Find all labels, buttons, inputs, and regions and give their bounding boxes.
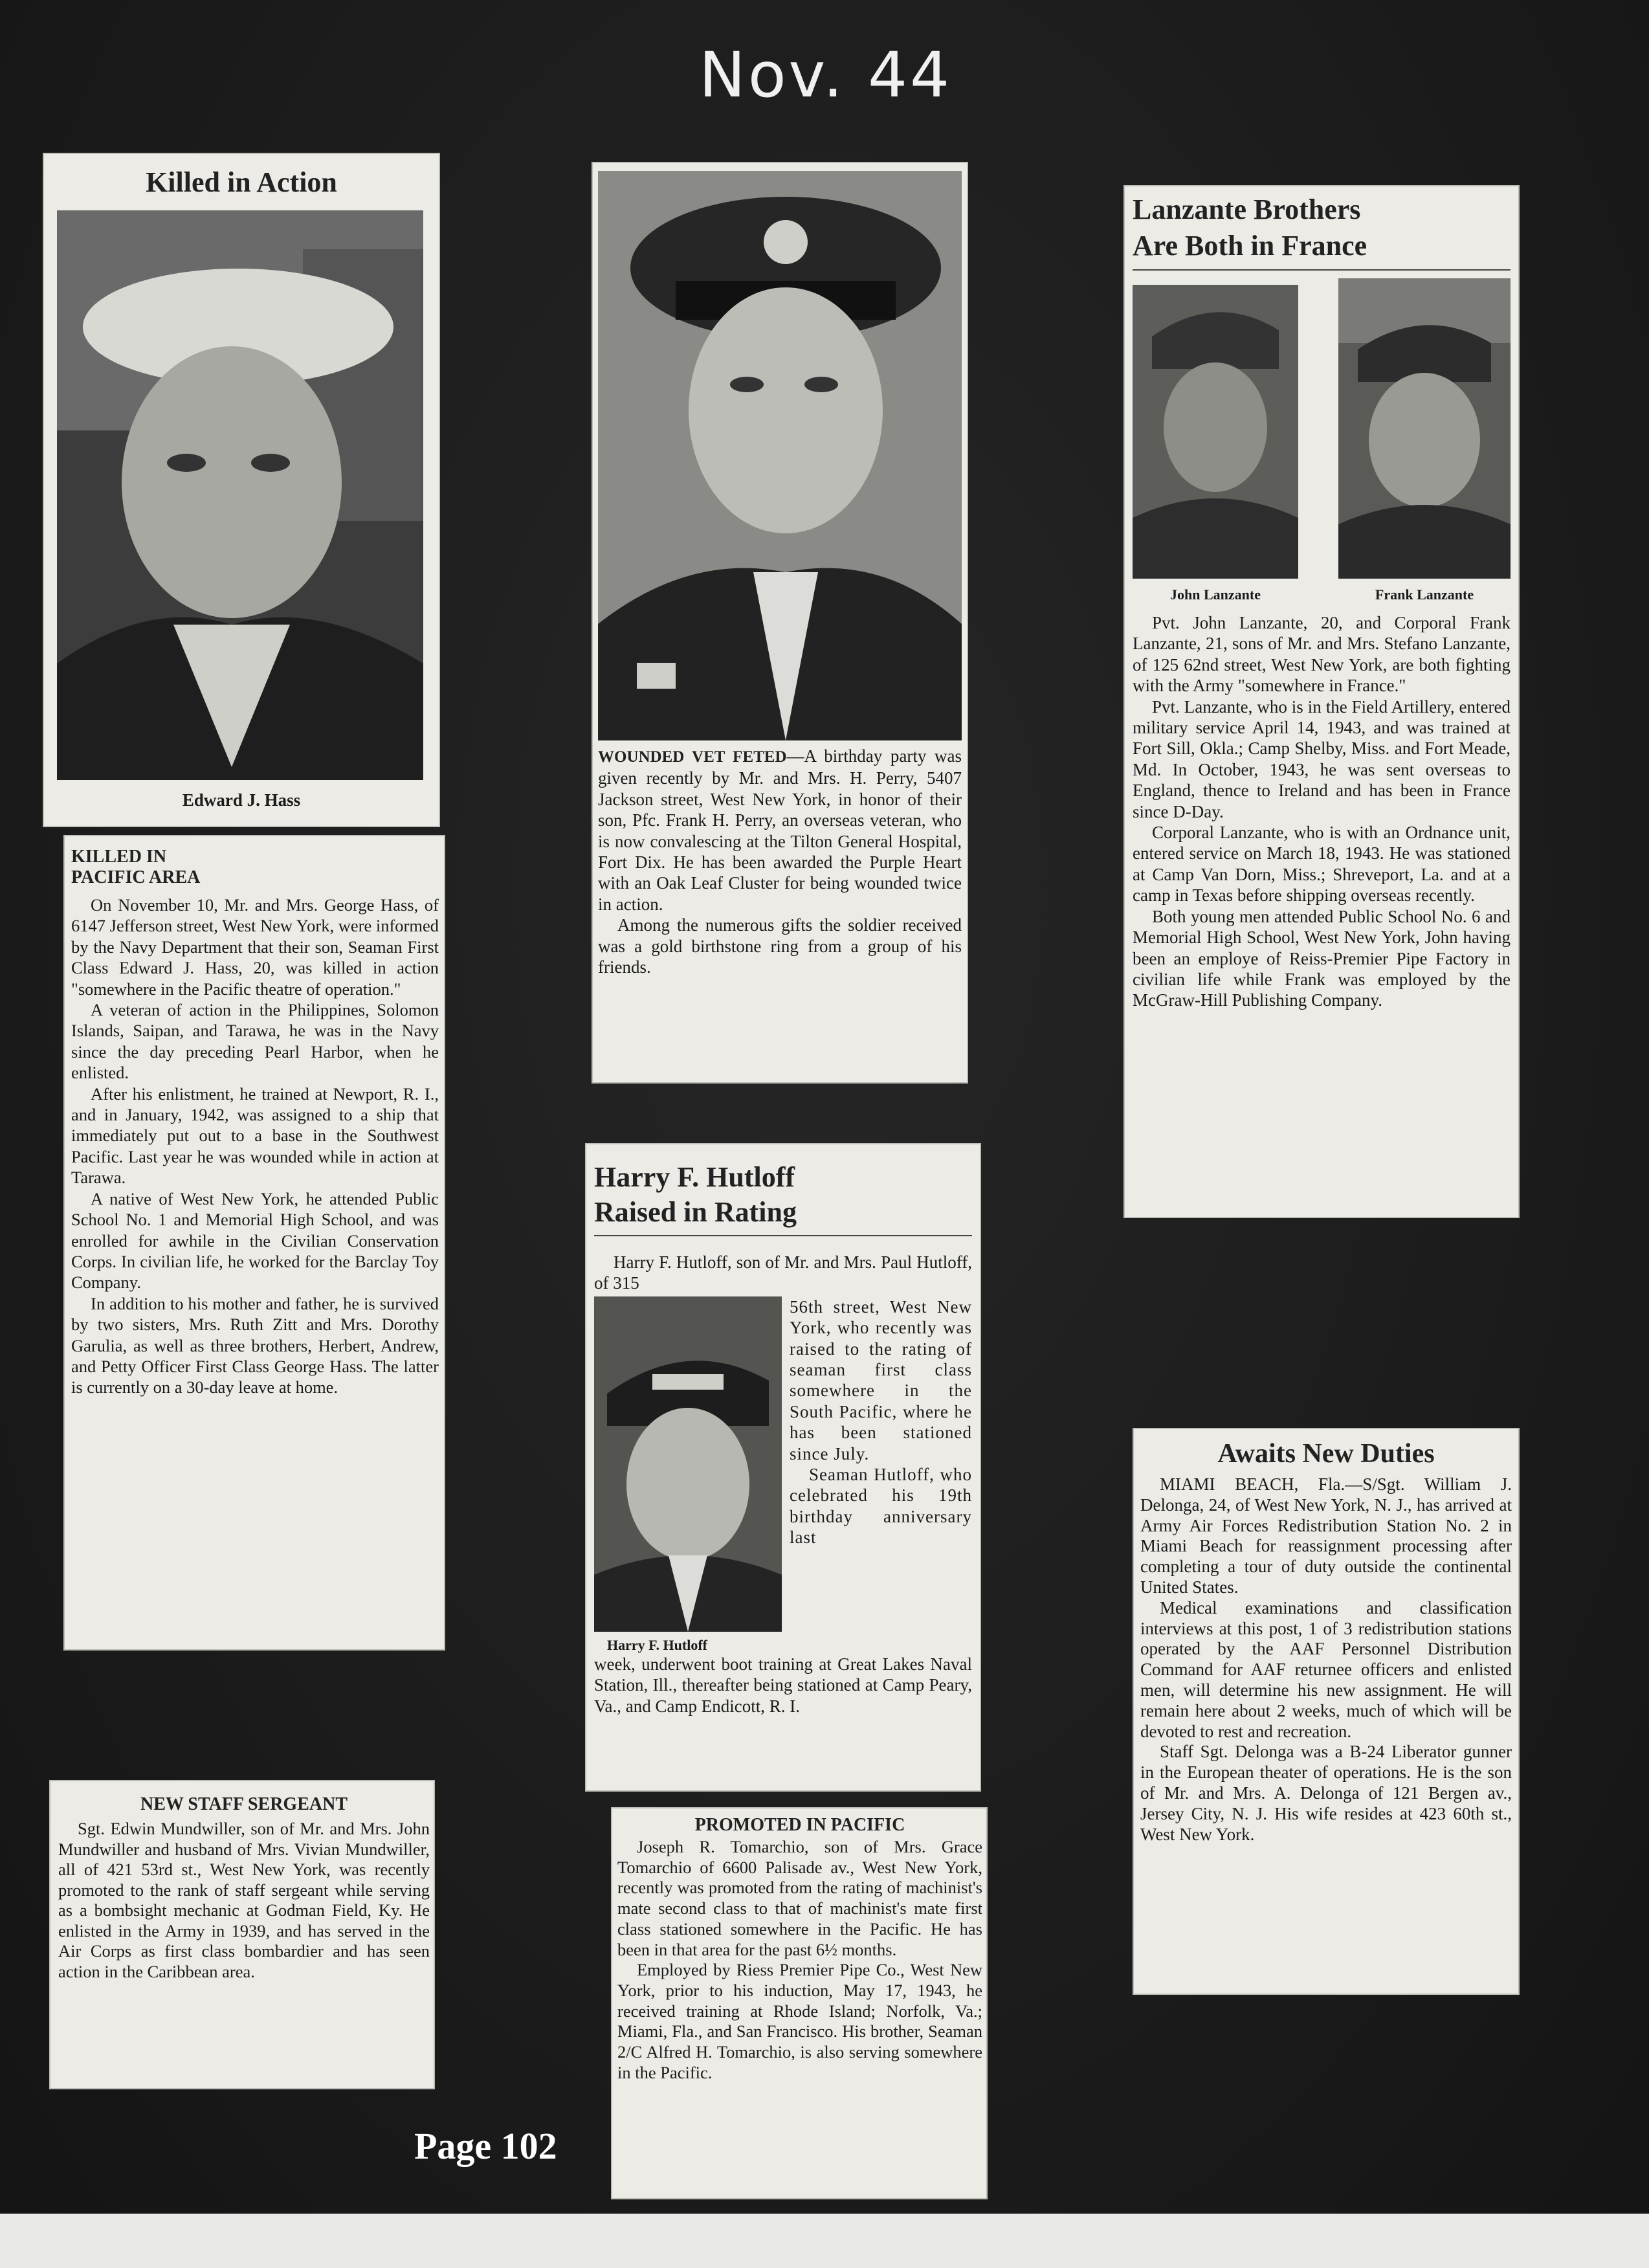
article-body [617,1837,982,2083]
paragraph: Harry F. Hutloff, son of Mr. and Mrs. Paul Hutloff, of 315 [594,1252,972,1293]
clip-perry [592,162,968,1084]
article-body [71,895,439,1398]
clip-headline: NEW STAFF SERGEANT [140,1794,348,1814]
paragraph: Pvt. Lanzante, who is in the Field Artillery, entered military service April 14, 1943, and was trained at Fort Sill, Okla.; Camp Shelby, Miss. and Fort Meade, Md. In October, 1943, he was sent overseas to England, thence to Ireland and has been in France since D-Day. [1133,696,1511,821]
paragraph: week, underwent boot training at Great Lakes Naval Station, Ill., thereafter being stationed at Camp Peary, Va., and Camp Endicott, R. I. [594,1654,972,1716]
paragraph: In addition to his mother and father, he is survived by two sisters, Mrs. Ruth Zitt and Mrs. Dorothy Garulia, as well as three brothers, Herbert, Andrew, and Petty Officer First Class George Hass. The latter is currently on a 30-day leave at home. [71,1293,439,1397]
photo-block [1133,285,1298,603]
photo-text-row [594,1296,972,1654]
photo-caption: Edward J. Hass [182,790,301,810]
photo-caption: Harry F. Hutloff [607,1636,707,1653]
paragraph-text: —A birthday party was given recently by Mr. and Mrs. H. Perry, 5407 Jackson street, West New York, in honor of their son, Pfc. Frank H. Perry, an overseas veteran, who is now convalescing at the Tilton General Hospital, Fort Dix. He has been awarded the Purple Heart with an Oak Leaf Cluster for being wounded twice in action. [598,746,962,914]
paragraph: Corporal Lanzante, who is with an Ordnance unit, entered service on March 18, 1943. He was stationed at Camp Van Dorn, Miss.; Shreveport, La. and at a camp in Texas before shipping overseas recently. [1133,823,1511,906]
article-body [1140,1474,1512,1845]
article-body [1133,612,1511,1011]
article-lead: WOUNDED VET FETED [598,748,787,766]
paragraph: Pvt. John Lanzante, 20, and Corporal Frank Lanzante, 21, sons of Mr. and Mrs. Stefano Lanzante, of 125 62nd street, West New York, are both fighting with the Army "somewhere in France." [1133,613,1511,696]
paragraph: Joseph R. Tomarchio, son of Mrs. Grace Tomarchio of 6600 Palisade av., West New York, recently was promoted from the rating of machinist's mate second class to that of machinist's mate first class stationed somewhere in the Pacific. He has been in that area for the past 6½ months. [617,1837,982,1959]
article-body-bottom [594,1654,972,1717]
article-body [598,746,962,977]
clip-tomarchio [611,1807,988,2199]
clip-delonga [1133,1428,1520,1995]
clip-headline [71,847,439,888]
portrait-photo [598,171,962,740]
paragraph: Medical examinations and classification interviews at this post, 1 of 3 redistribution stations operated by the AAF Personnel Distribution Command for AAF returnee officers and enlisted men, will determine his new assignment. He will remain here about 2 weeks, much of which will be devoted to rest and recreation. [1140,1597,1512,1741]
paragraph: Seaman Hutloff, who celebrated his 19th birthday anniversary last [790,1465,972,1548]
clip-headline [1133,192,1511,271]
paragraph: Employed by Riess Premier Pipe Co., West New York, prior to his induction, May 17, 1943, he received training at Rhode Island; Norfolk, Va.; Miami, Fla., and San Francisco. His brother, Seaman 2/C Alfred H. Tomarchio, is also serving somewhere in the Pacific. [617,1960,982,2082]
photo-caption: John Lanzante [1170,586,1261,603]
portrait-photo [1338,278,1511,579]
paragraph: Staff Sgt. Delonga was a B-24 Liberator gunner in the European theater of operations. He is the son of Mr. and Mrs. A. Delonga of 121 Bergen av., Jersey City, N. J. His wife resides at 423 60th st., West New York. [1140,1742,1512,1844]
clip-hass-article [63,835,445,1651]
article-body [594,1252,972,1294]
clip-headline: PROMOTED IN PACIFIC [694,1815,905,1835]
paragraph [598,746,962,915]
paragraph: MIAMI BEACH, Fla.—S/Sgt. William J. Delonga, 24, of West New York, N. J., has arrived at Army Air Forces Redistribution Station No. 2 in Miami Beach for reassignment processing after completing a tour of duty outside the continental United States. [1140,1474,1512,1597]
clip-lanzante [1123,185,1520,1218]
article-body [58,1819,430,1982]
page-number: Page 102 [414,2125,557,2167]
photo-row [1133,285,1511,603]
photo-block [594,1296,782,1654]
headline-line: Harry F. Hutloff [594,1161,795,1193]
clip-hutloff [585,1143,981,1792]
paragraph: A veteran of action in the Philippines, Solomon Islands, Saipan, and Tarawa, he was in the Navy since the day preceding Pearl Harbor, when he enlisted. [71,1000,439,1083]
photo-caption: Frank Lanzante [1375,586,1474,603]
paragraph: A native of West New York, he attended Public School No. 1 and Memorial High School, and was enrolled for awhile in the Civilian Conservation Corps. In civilian life, he worked for the Barclay Toy Company. [71,1188,439,1293]
clip-headline [594,1160,972,1236]
paragraph: After his enlistment, he trained at Newport, R. I., and in January, 1942, was assigned to a ship that immediately put out to a base in the Southwest Pacific. Last year he was wounded while in action at Tarawa. [71,1084,439,1188]
clip-mundwiller [49,1780,435,2089]
portrait-photo [1133,285,1298,579]
clip-headline: Killed in Action [146,166,337,198]
portrait-photo [594,1296,782,1632]
headline-line: PACIFIC AREA [71,867,201,887]
headline-line: Lanzante Brothers [1133,194,1361,225]
clip-hass-photo [43,153,440,827]
handwritten-date: Nov. 44 [699,39,953,111]
paragraph: 56th street, West New York, who recently was raised to the rating of seaman first class somewhere in the South Pacific, where he has been stationed since July. [790,1296,972,1463]
headline-line: KILLED IN [71,847,167,867]
paragraph: Among the numerous gifts the soldier received was a gold birthstone ring from a group of his friends. [598,915,962,977]
scan-margin [0,2214,1649,2268]
paragraph: On November 10, Mr. and Mrs. George Hass, of 6147 Jefferson street, West New York, were informed by the Navy Department that their son, Seaman First Class Edward J. Hass, 20, was killed in action "somewhere in the Pacific theatre of operation." [71,895,439,999]
clip-headline: Awaits New Duties [1217,1439,1435,1469]
paragraph: Sgt. Edwin Mundwiller, son of Mr. and Mrs. John Mundwiller and husband of Mrs. Vivian Mundwiller, all of 421 53rd st., West New York, was recently promoted to the rank of staff sergeant while serving as a bombsight mechanic at Godman Field, Ky. He enlisted in the Army in 1939, and has served in the Air Corps as first class bombardier and has seen action in the Caribbean area. [58,1819,430,1981]
paragraph: Both young men attended Public School No. 6 and Memorial High School, West New York, John having been an employe of Reiss-Premier Pipe Factory in civilian life while Frank was employed by the McGraw-Hill Publishing Company. [1133,906,1511,1010]
article-side-text [790,1296,972,1654]
headline-line: Raised in Rating [594,1196,797,1228]
portrait-photo [57,210,423,780]
headline-line: Are Both in France [1133,230,1367,261]
photo-block [1338,285,1511,603]
